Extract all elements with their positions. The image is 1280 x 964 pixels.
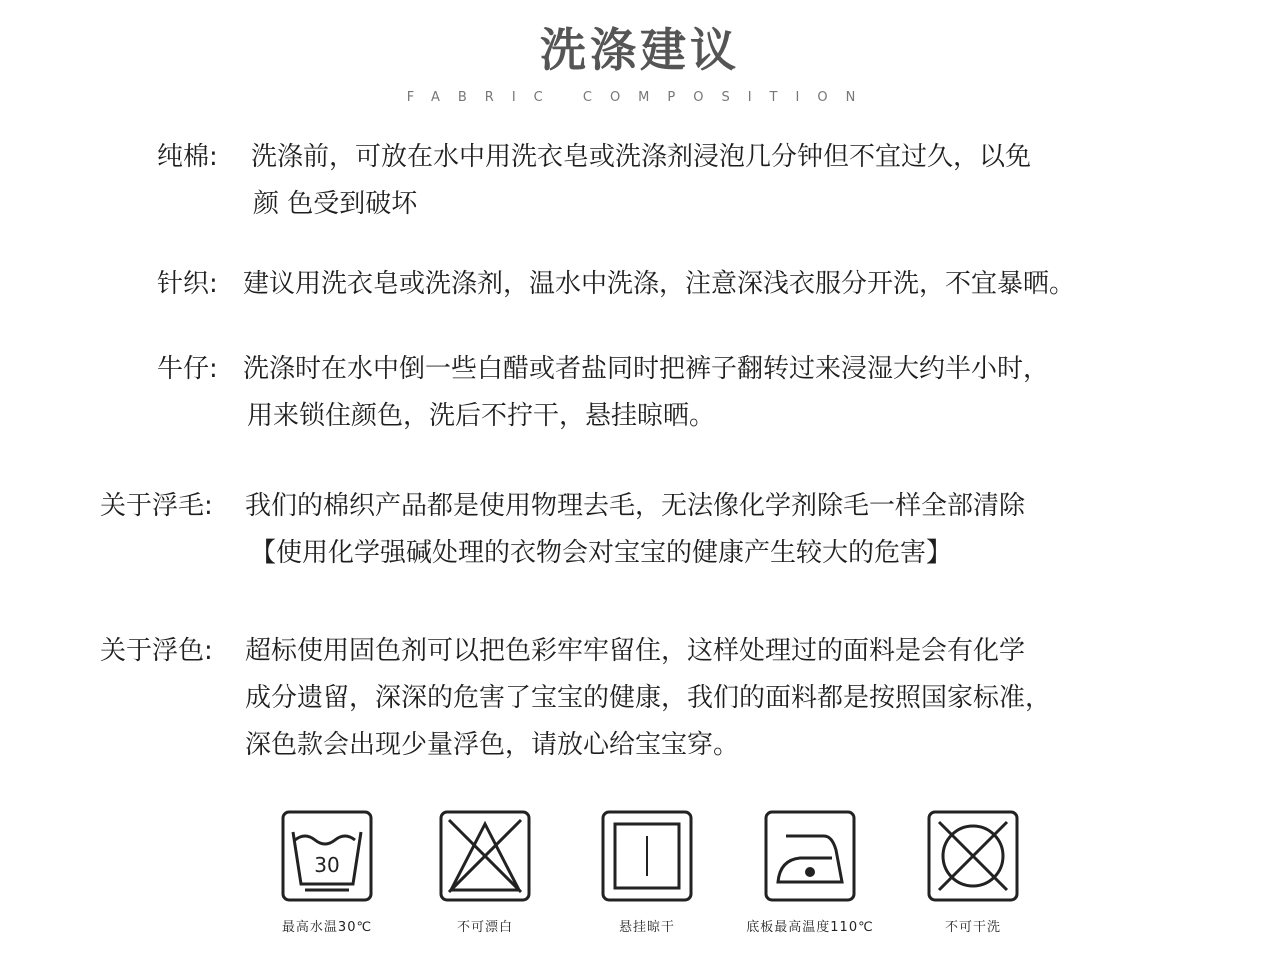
care-label-iron: 底板最高温度110℃ [746, 920, 874, 935]
section-text-color-2: 成分遗留，深深的危害了宝宝的健康，我们的面料都是按照国家标准， [245, 683, 1052, 713]
no-dry-clean-icon [927, 810, 1019, 902]
care-label-no-dry-clean: 不可干洗 [944, 920, 1001, 935]
section-label-knit: 针织: [157, 269, 218, 299]
section-text-lint-2: 【使用化学强碱处理的衣物会对宝宝的健康产生较大的危害】 [250, 538, 953, 568]
care-label-no-bleach: 不可漂白 [456, 920, 513, 935]
line-dry-icon [601, 810, 693, 902]
section-label-cotton: 纯棉: [157, 142, 218, 172]
section-text-knit-1: 建议用洗衣皂或洗涤剂，温水中洗涤，注意深浅衣服分开洗，不宜暴晒。 [243, 269, 1076, 299]
section-text-cotton-1: 洗涤前，可放在水中用洗衣皂或洗涤剂浸泡几分钟但不宜过久，以免 [251, 142, 1032, 172]
section-label-color: 关于浮色: [100, 636, 213, 666]
care-item-iron [735, 810, 885, 935]
section-text-color-3: 深色款会出现少量浮色，请放心给宝宝穿。 [245, 730, 740, 760]
page-title: 洗涤建议 [540, 23, 740, 77]
care-icons-row [0, 810, 1280, 950]
wash-30-icon [281, 810, 373, 902]
care-item-wash [252, 810, 402, 935]
care-item-line-dry [572, 810, 722, 935]
section-label-denim: 牛仔: [157, 354, 218, 384]
care-label-line-dry: 悬挂晾干 [618, 920, 675, 935]
wash-temp-text: 30 [314, 853, 340, 877]
care-item-no-bleach [410, 810, 560, 935]
care-item-no-dry-clean [898, 810, 1048, 935]
care-label-wash: 最高水温30℃ [281, 920, 373, 935]
section-text-lint-1: 我们的棉织产品都是使用物理去毛，无法像化学剂除毛一样全部清除 [245, 491, 1026, 521]
section-text-denim-2: 用来锁住颜色，洗后不拧干，悬挂晾晒。 [247, 401, 716, 431]
section-text-denim-1: 洗涤时在水中倒一些白醋或者盐同时把裤子翻转过来浸湿大约半小时， [243, 354, 1050, 384]
no-bleach-icon [439, 810, 531, 902]
iron-110-icon [764, 810, 856, 902]
section-text-cotton-2: 颜 色受到破坏 [253, 189, 418, 219]
page-subtitle: FABRIC COMPOSITION [406, 90, 874, 105]
section-text-color-1: 超标使用固色剂可以把色彩牢牢留住，这样处理过的面料是会有化学 [245, 636, 1026, 666]
section-label-lint: 关于浮毛: [100, 491, 213, 521]
